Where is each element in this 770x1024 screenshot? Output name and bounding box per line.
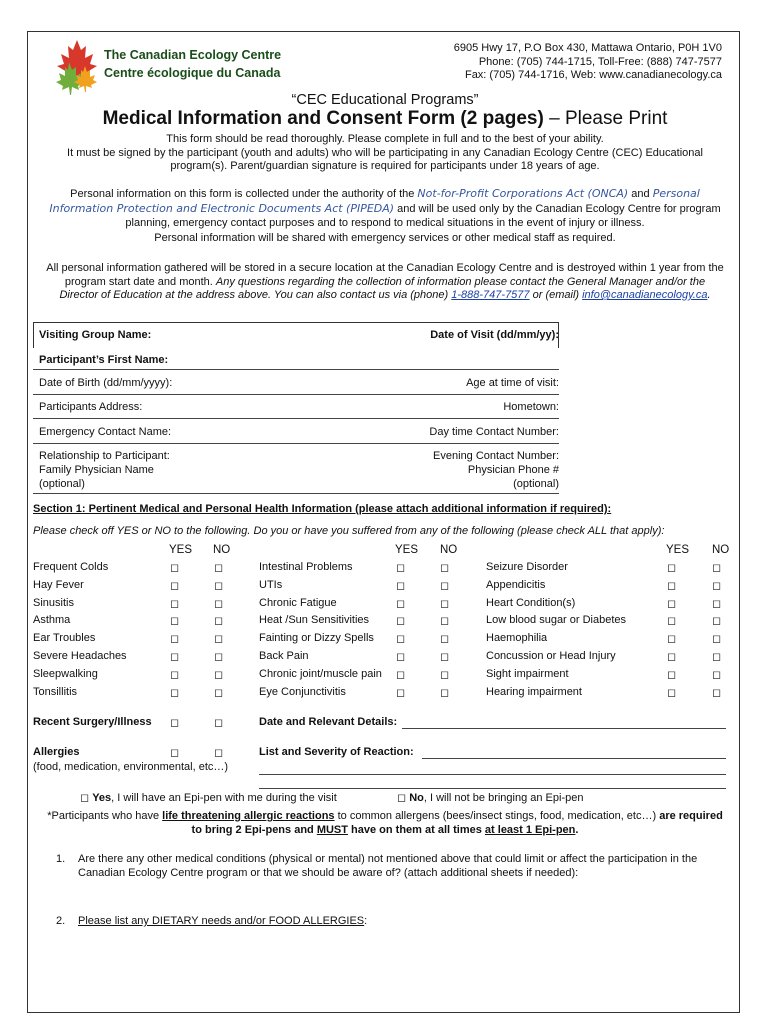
- privacy-text: and: [628, 188, 653, 200]
- allergies-label: Allergies: [33, 746, 80, 758]
- condition-no-checkbox[interactable]: ◻: [440, 562, 450, 574]
- storage-paragraph: [32, 262, 738, 303]
- allergies-no-checkbox[interactable]: ◻: [214, 747, 224, 759]
- participant-address-label: Participants Address:: [39, 401, 143, 413]
- storage-text: .: [707, 289, 711, 301]
- q2-text: [78, 915, 367, 929]
- condition-label: Frequent Colds: [33, 561, 109, 573]
- condition-label: Back Pain: [259, 650, 309, 662]
- evening-contact-label: Evening Contact Number:: [433, 450, 559, 462]
- condition-label: Ear Troubles: [33, 632, 96, 644]
- yes-header-3: YES: [666, 544, 690, 556]
- onca-act: Not-for-Profit Corporations Act (ONCA): [417, 187, 629, 200]
- condition-no-checkbox[interactable]: ◻: [712, 615, 722, 627]
- physician-phone-label: Physician Phone #: [467, 464, 559, 476]
- condition-no-checkbox[interactable]: ◻: [440, 669, 450, 681]
- storage-text: program start date and month.: [64, 275, 216, 288]
- intro-line: program(s). Parent/guardian signature is required for participants under 18 years of age.: [170, 160, 600, 172]
- condition-label: Sight impairment: [486, 668, 569, 680]
- condition-label: Haemophilia: [486, 632, 548, 644]
- surgery-no-checkbox[interactable]: ◻: [214, 717, 224, 729]
- epi-no-text: , I will not be bringing an Epi-pen: [423, 792, 584, 804]
- condition-yes-checkbox[interactable]: ◻: [170, 651, 180, 663]
- condition-label: Severe Headaches: [33, 650, 127, 662]
- age-label: Age at time of visit:: [466, 377, 559, 389]
- epi-note: [32, 810, 738, 837]
- condition-label: Appendicitis: [486, 579, 546, 591]
- surgery-details-line[interactable]: [402, 728, 726, 729]
- condition-label: Heart Condition(s): [486, 597, 576, 609]
- condition-label: Chronic Fatigue: [259, 597, 337, 609]
- condition-yes-checkbox[interactable]: ◻: [667, 562, 677, 574]
- q2-number: 2.: [56, 915, 66, 927]
- q1-number: 1.: [56, 853, 66, 865]
- email-link[interactable]: info@canadianecology.ca: [582, 289, 708, 301]
- yes-header-1: YES: [169, 544, 193, 556]
- condition-no-checkbox[interactable]: ◻: [712, 669, 722, 681]
- first-name-label: Participant’s First Name:: [39, 354, 169, 366]
- condition-yes-checkbox[interactable]: ◻: [396, 580, 406, 592]
- condition-no-checkbox[interactable]: ◻: [214, 687, 224, 699]
- condition-label: Seizure Disorder: [486, 561, 568, 573]
- condition-yes-checkbox[interactable]: ◻: [667, 651, 677, 663]
- phone-link[interactable]: 1-888-747-7577: [451, 289, 530, 301]
- condition-yes-checkbox[interactable]: ◻: [396, 633, 406, 645]
- condition-label: Sinusitis: [33, 597, 74, 609]
- epi-yes-text: , I will have an Epi-pen with me during the visit: [111, 792, 337, 804]
- condition-yes-checkbox[interactable]: ◻: [667, 687, 677, 699]
- condition-no-checkbox[interactable]: ◻: [712, 651, 722, 663]
- visiting-group-label: Visiting Group Name:: [39, 329, 152, 341]
- epi-no-option: [397, 791, 583, 804]
- condition-no-checkbox[interactable]: ◻: [712, 687, 722, 699]
- condition-yes-checkbox[interactable]: ◻: [667, 669, 677, 681]
- no-header-3: NO: [712, 544, 730, 556]
- day-contact-label: Day time Contact Number:: [429, 426, 559, 438]
- condition-yes-checkbox[interactable]: ◻: [396, 562, 406, 574]
- condition-yes-checkbox[interactable]: ◻: [667, 580, 677, 592]
- condition-yes-checkbox[interactable]: ◻: [396, 615, 406, 627]
- condition-label: Concussion or Head Injury: [486, 650, 616, 662]
- epi-yes-option: [80, 791, 337, 804]
- reaction-line[interactable]: [422, 758, 726, 759]
- privacy-text: and will be used only by the Canadian Ecology Centre for program: [394, 202, 721, 215]
- condition-no-checkbox[interactable]: ◻: [214, 580, 224, 592]
- condition-no-checkbox[interactable]: ◻: [712, 580, 722, 592]
- condition-yes-checkbox[interactable]: ◻: [667, 598, 677, 610]
- privacy-text: Personal information will be shared with emergency services or other medical staff as required.: [154, 231, 616, 244]
- form-title: [0, 108, 770, 130]
- divider: [33, 443, 559, 444]
- condition-no-checkbox[interactable]: ◻: [214, 598, 224, 610]
- condition-no-checkbox[interactable]: ◻: [712, 598, 722, 610]
- note-text: to common allergens (bees/insect stings, food, medication, etc…): [334, 810, 660, 822]
- physician-phone-optional: (optional): [513, 478, 559, 490]
- condition-label: Chronic joint/muscle pain: [259, 668, 382, 680]
- allergies-yes-checkbox[interactable]: ◻: [170, 747, 180, 759]
- epi-yes-checkbox[interactable]: ◻: [80, 792, 90, 804]
- q1-line: Canadian Ecology Centre program or that we should be aware of? (attach additional sheets if needed):: [78, 866, 579, 879]
- logo-text-fr: Centre écologique du Canada: [104, 66, 281, 80]
- epi-no-checkbox[interactable]: ◻: [397, 792, 407, 804]
- reaction-line[interactable]: [259, 774, 726, 775]
- pipeda-act-2: Information Protection and Electronic Documents Act (PIPEDA): [49, 201, 395, 215]
- title-suffix: – Please Print: [543, 108, 668, 129]
- epi-yes-label: Yes: [92, 792, 112, 804]
- privacy-text: planning, emergency contact purposes and to respond to medical situations in the event of injury or illness.: [125, 217, 645, 229]
- divider: [33, 394, 559, 395]
- section1-instruction: Please check off YES or NO to the following. Do you or have you suffered from any of the following (please check ALL that apply):: [33, 525, 665, 537]
- condition-label: UTIs: [259, 579, 283, 591]
- condition-yes-checkbox[interactable]: ◻: [396, 687, 406, 699]
- q1-text: [78, 853, 697, 880]
- privacy-paragraph: [32, 187, 738, 245]
- condition-yes-checkbox[interactable]: ◻: [170, 669, 180, 681]
- condition-no-checkbox[interactable]: ◻: [214, 615, 224, 627]
- surgery-yes-checkbox[interactable]: ◻: [170, 717, 180, 729]
- allergies-sublabel: (food, medication, environmental, etc…): [33, 761, 229, 773]
- condition-label: Hearing impairment: [486, 686, 582, 698]
- condition-label: Sleepwalking: [33, 668, 98, 680]
- note-text: .: [575, 823, 579, 836]
- condition-yes-checkbox[interactable]: ◻: [667, 615, 677, 627]
- condition-no-checkbox[interactable]: ◻: [440, 651, 450, 663]
- q1-line: Are there any other medical conditions (physical or mental) not mentioned above that could limit or affect the participation in the: [78, 853, 698, 865]
- condition-label: Low blood sugar or Diabetes: [486, 614, 627, 626]
- condition-no-checkbox[interactable]: ◻: [214, 633, 224, 645]
- condition-label: Tonsillitis: [33, 686, 78, 698]
- condition-yes-checkbox[interactable]: ◻: [396, 669, 406, 681]
- note-text: *Participants who have: [47, 810, 163, 822]
- condition-no-checkbox[interactable]: ◻: [214, 562, 224, 574]
- condition-no-checkbox[interactable]: ◻: [712, 633, 722, 645]
- condition-yes-checkbox[interactable]: ◻: [170, 598, 180, 610]
- pipeda-act-1: Personal: [652, 187, 700, 200]
- condition-label: Heat /Sun Sensitivities: [259, 614, 370, 626]
- note-emphasis: are required: [659, 810, 723, 822]
- condition-yes-checkbox[interactable]: ◻: [170, 580, 180, 592]
- note-emphasis: at least 1 Epi-pen: [484, 823, 576, 836]
- condition-no-checkbox[interactable]: ◻: [214, 651, 224, 663]
- reaction-label: List and Severity of Reaction:: [259, 746, 414, 758]
- intro-line: It must be signed by the participant (youth and adults) who will be participating in any Canadian Ecology Centre (CEC) Educational: [67, 146, 703, 159]
- storage-text: Any questions regarding the collection of information please contact the General Manager and/or the: [215, 275, 706, 288]
- storage-text: or (email): [529, 289, 583, 301]
- fax-web-line: Fax: (705) 744-1716, Web: www.canadianecology.ca: [464, 69, 722, 81]
- relationship-label: Relationship to Participant:: [39, 450, 170, 462]
- q2-label: Please list any DIETARY needs and/or FOOD ALLERGIES: [78, 915, 365, 927]
- note-emphasis: life threatening allergic reactions: [162, 810, 335, 822]
- surgery-details-label: Date and Relevant Details:: [259, 716, 398, 728]
- hometown-label: Hometown:: [503, 401, 559, 413]
- physician-optional: (optional): [39, 478, 85, 490]
- condition-no-checkbox[interactable]: ◻: [440, 598, 450, 610]
- condition-yes-checkbox[interactable]: ◻: [667, 633, 677, 645]
- note-emphasis: MUST: [316, 823, 348, 836]
- no-header-2: NO: [440, 544, 458, 556]
- yes-header-2: YES: [395, 544, 419, 556]
- condition-label: Eye Conjunctivitis: [259, 686, 346, 698]
- condition-yes-checkbox[interactable]: ◻: [170, 562, 180, 574]
- logo-text-en: The Canadian Ecology Centre: [104, 48, 282, 62]
- program-name: “CEC Educational Programs”: [291, 92, 479, 108]
- condition-yes-checkbox[interactable]: ◻: [170, 633, 180, 645]
- epi-no-label: No: [409, 792, 424, 804]
- intro-paragraph: [32, 133, 738, 174]
- phone-line: Phone: (705) 744-1715, Toll-Free: (888) 747-7577: [478, 55, 722, 68]
- dob-label: Date of Birth (dd/mm/yyyy):: [39, 377, 173, 389]
- condition-no-checkbox[interactable]: ◻: [440, 687, 450, 699]
- surgery-label: Recent Surgery/Illness: [33, 716, 152, 728]
- storage-text: Director of Education at the address above. You can also contact us via (phone): [59, 289, 452, 301]
- condition-yes-checkbox[interactable]: ◻: [170, 615, 180, 627]
- condition-no-checkbox[interactable]: ◻: [214, 669, 224, 681]
- condition-label: Hay Fever: [33, 579, 84, 591]
- visit-date-label: Date of Visit (dd/mm/yy):: [430, 329, 559, 341]
- address-line: 6905 Hwy 17, P.O Box 430, Mattawa Ontario, P0H 1V0: [453, 42, 722, 54]
- divider: [33, 493, 559, 494]
- condition-no-checkbox[interactable]: ◻: [440, 633, 450, 645]
- reaction-line[interactable]: [259, 788, 726, 789]
- condition-label: Fainting or Dizzy Spells: [259, 632, 374, 644]
- condition-label: Intestinal Problems: [259, 561, 353, 573]
- intro-line: This form should be read thoroughly. Please complete in full and to the best of your ability.: [166, 133, 604, 145]
- note-text: to bring 2 Epi-pens and: [191, 823, 317, 836]
- condition-yes-checkbox[interactable]: ◻: [396, 598, 406, 610]
- condition-yes-checkbox[interactable]: ◻: [396, 651, 406, 663]
- condition-label: Asthma: [33, 614, 71, 626]
- section1-title: Section 1: Pertinent Medical and Personal Health Information (please attach additional information if required):: [33, 503, 612, 515]
- privacy-text: Personal information on this form is collected under the authority of the: [70, 188, 418, 200]
- divider: [33, 369, 559, 370]
- condition-no-checkbox[interactable]: ◻: [440, 580, 450, 592]
- condition-no-checkbox[interactable]: ◻: [712, 562, 722, 574]
- condition-no-checkbox[interactable]: ◻: [440, 615, 450, 627]
- divider: [33, 418, 559, 419]
- note-text: have on them at all times: [347, 823, 485, 836]
- condition-yes-checkbox[interactable]: ◻: [170, 687, 180, 699]
- no-header-1: NO: [213, 544, 231, 556]
- storage-text: All personal information gathered will be stored in a secure location at the Canadian Ecology Centre and is destroyed within 1 year from the: [46, 262, 724, 274]
- q2-colon: :: [364, 915, 368, 927]
- emergency-contact-label: Emergency Contact Name:: [39, 426, 172, 438]
- address-block: [454, 42, 722, 83]
- title-main: Medical Information and Consent Form (2 pages): [102, 108, 544, 129]
- physician-label: Family Physician Name: [39, 464, 154, 476]
